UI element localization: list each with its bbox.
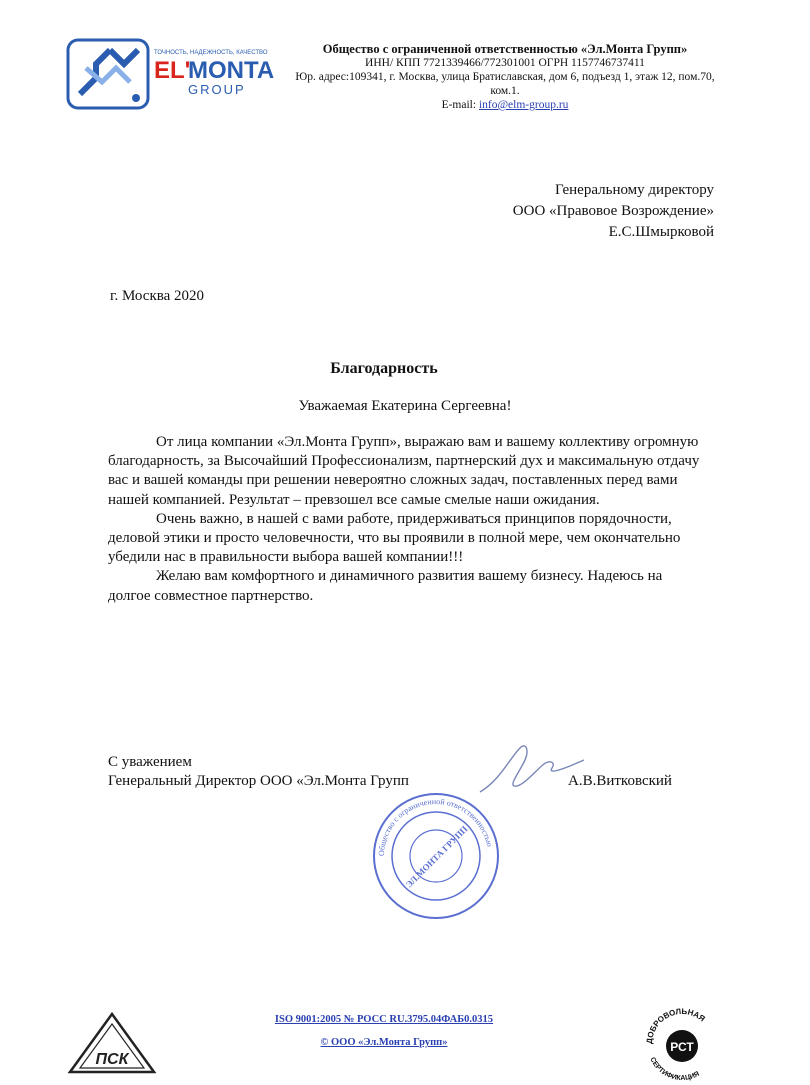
svg-text:GROUP: GROUP — [188, 82, 246, 97]
iso-link[interactable]: ISO 9001:2005 № РОСС RU.3795.04ФАБ0.0315 — [274, 1014, 494, 1025]
company-email-line — [270, 98, 740, 112]
paragraph-3: Желаю вам комфортного и динамичного развития вашему бизнесу. Надеюсь на долгое совместное партнерство. — [108, 568, 663, 604]
letter-body — [108, 433, 704, 606]
addressee-line3: Е.С.Шмырковой — [608, 224, 714, 240]
svg-text:Общество с ограниченной ответс: Общество с ограниченной ответственностью — [376, 796, 495, 857]
certification-logo — [640, 1000, 724, 1084]
svg-text:ПСК: ПСК — [95, 1051, 129, 1068]
company-address-line2: ком.1. — [490, 85, 520, 97]
svg-text:EL': EL' — [154, 57, 191, 84]
svg-text:РСТ: РСТ — [670, 1040, 694, 1054]
letter-title: Благодарность — [330, 360, 438, 377]
elmonta-logo — [66, 38, 275, 110]
svg-text:СЕРТИФИКАЦИЯ: СЕРТИФИКАЦИЯ — [648, 1056, 701, 1083]
addressee-line1: Генеральному директору — [554, 182, 714, 198]
svg-text:ДОБРОВОЛЬНАЯ: ДОБРОВОЛЬНАЯ — [644, 1006, 707, 1045]
signer-position: Генеральный Директор ООО «Эл.Монта Групп — [108, 773, 409, 789]
addressee-line2: ООО «Правовое Возрождение» — [512, 203, 714, 219]
svg-text:MONTA: MONTA — [188, 57, 275, 84]
svg-text:ЭЛ.МОНТА ГРУПП: ЭЛ.МОНТА ГРУПП — [403, 823, 470, 890]
greeting: Уважаемая Екатерина Сергеевна! — [298, 398, 512, 414]
psk-logo — [66, 1010, 158, 1076]
svg-text:ТОЧНОСТЬ, НАДЕЖНОСТЬ, КАЧЕСТВО: ТОЧНОСТЬ, НАДЕЖНОСТЬ, КАЧЕСТВО — [154, 50, 268, 56]
company-inn: ИНН/ КПП 7721339466/772301001 ОГРН 1157746737411 — [365, 57, 645, 69]
company-name: Общество с ограниченной ответственностью «Эл.Монта Групп» — [322, 42, 688, 56]
company-stamp — [370, 790, 502, 922]
company-address-line1: Юр. адрес:109341, г. Москва, улица Братиславская, дом 6, подъезд 1, этаж 12, пом.70, — [295, 71, 715, 83]
copyright-link[interactable]: © ООО «Эл.Монта Групп» — [320, 1037, 448, 1048]
city-year: г. Москва 2020 — [110, 288, 205, 304]
signer-name: А.В.Витковский — [568, 773, 672, 789]
closing-regards: С уважением — [108, 754, 192, 770]
paragraph-1: От лица компании «Эл.Монта Групп», выражаю вам и вашему коллективу огромную благодарность, за Высочайший Профессионализм, партнерский дух и максимальную отдачу вас и вашей команды при решении невероятно сложных задач, поставленных перед вами нашей компанией. Результат – превзошел все самые смелые наши ожидания. — [108, 434, 700, 508]
email-label: E-mail: — [441, 99, 479, 111]
email-link[interactable]: info@elm-group.ru — [478, 99, 569, 111]
paragraph-2: Очень важно, в нашей с вами работе, придерживаться принципов порядочности, деловой этики и просто человечности, что вы проявили в полной мере, чем окончательно убедили нас в правильности выбора вашей компании!!! — [108, 510, 681, 566]
